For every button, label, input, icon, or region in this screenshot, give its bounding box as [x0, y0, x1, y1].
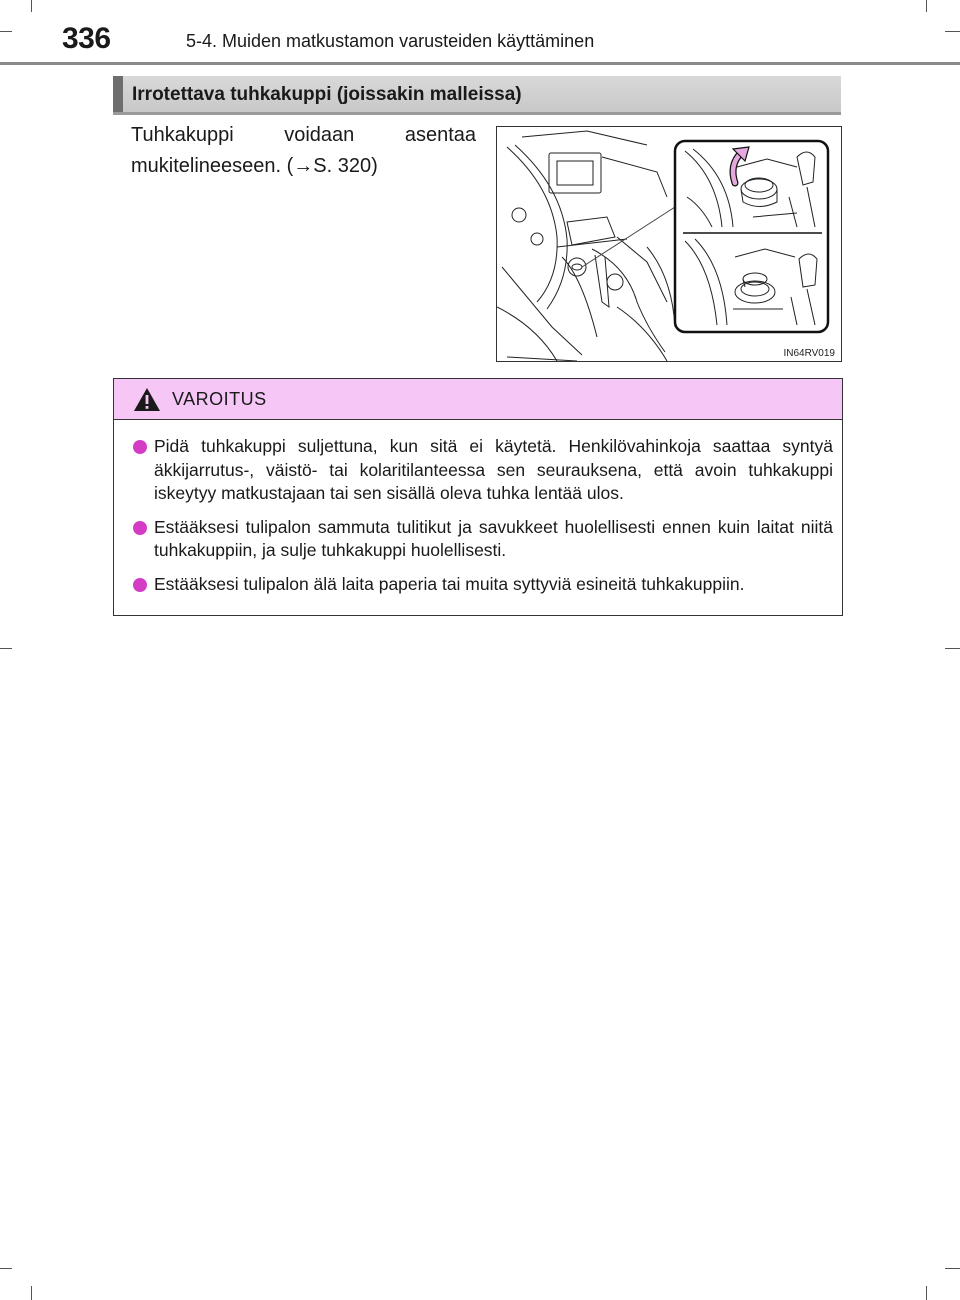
- ashtray-figure: [496, 126, 842, 362]
- crop-mark: [945, 31, 960, 32]
- bullet-icon: [133, 578, 147, 592]
- crop-mark: [31, 0, 32, 12]
- warning-item-text: Estääksesi tulipalon sammuta tulitikut ja savukkeet huolellisesti ennen kuin laitat niitä tuhkakuppiin, ja sulje tuhkakuppi huolellisesti.: [154, 516, 833, 560]
- warning-triangle-icon: [133, 387, 161, 412]
- crop-mark: [0, 31, 12, 32]
- intro-text: Tuhkakuppi voidaan asentaa mukitelineeseen. (→S. 320): [131, 124, 476, 177]
- crop-mark: [945, 1268, 960, 1269]
- figure-code: IN64RV019: [783, 348, 835, 359]
- crop-mark: [31, 1286, 32, 1300]
- chapter-title: 5-4. Muiden matkustamon varusteiden käyttäminen: [186, 31, 595, 51]
- section-header-bar: [113, 76, 123, 112]
- warning-item-text: Estääksesi tulipalon älä laita paperia tai muita syttyviä esineitä tuhkakuppiin.: [154, 573, 745, 594]
- section-title: Irrotettava tuhkakuppi (joissakin malleissa): [132, 84, 522, 105]
- bullet-icon: [133, 440, 147, 454]
- warning-item-text: Pidä tuhkakuppi suljettuna, kun sitä ei käytetä. Henkilövahinkoja saattaa syntyä äkkijarrutus-, väistö- tai kolaritilanteessa sen seurauksena, että avoin tuhkakuppi iskeytyy matkustajaan tai sen sisällä oleva tuhka lentää ulos.: [154, 436, 833, 503]
- crop-mark: [926, 1286, 927, 1300]
- warning-item: [133, 516, 833, 563]
- section-header: [113, 76, 841, 115]
- page-number: 336: [62, 22, 111, 55]
- crop-mark: [0, 648, 12, 649]
- header-rule: [0, 62, 960, 65]
- warning-item: [133, 435, 833, 506]
- bullet-icon: [133, 521, 147, 535]
- warning-header: [114, 379, 842, 420]
- warning-box: [113, 378, 843, 616]
- warning-label: VAROITUS: [172, 389, 267, 409]
- crop-mark: [0, 1268, 12, 1269]
- warning-item: [133, 573, 833, 597]
- crop-mark: [945, 648, 960, 649]
- ashtray-illustration: [497, 127, 841, 361]
- crop-mark: [926, 0, 927, 12]
- warning-list: [133, 435, 833, 606]
